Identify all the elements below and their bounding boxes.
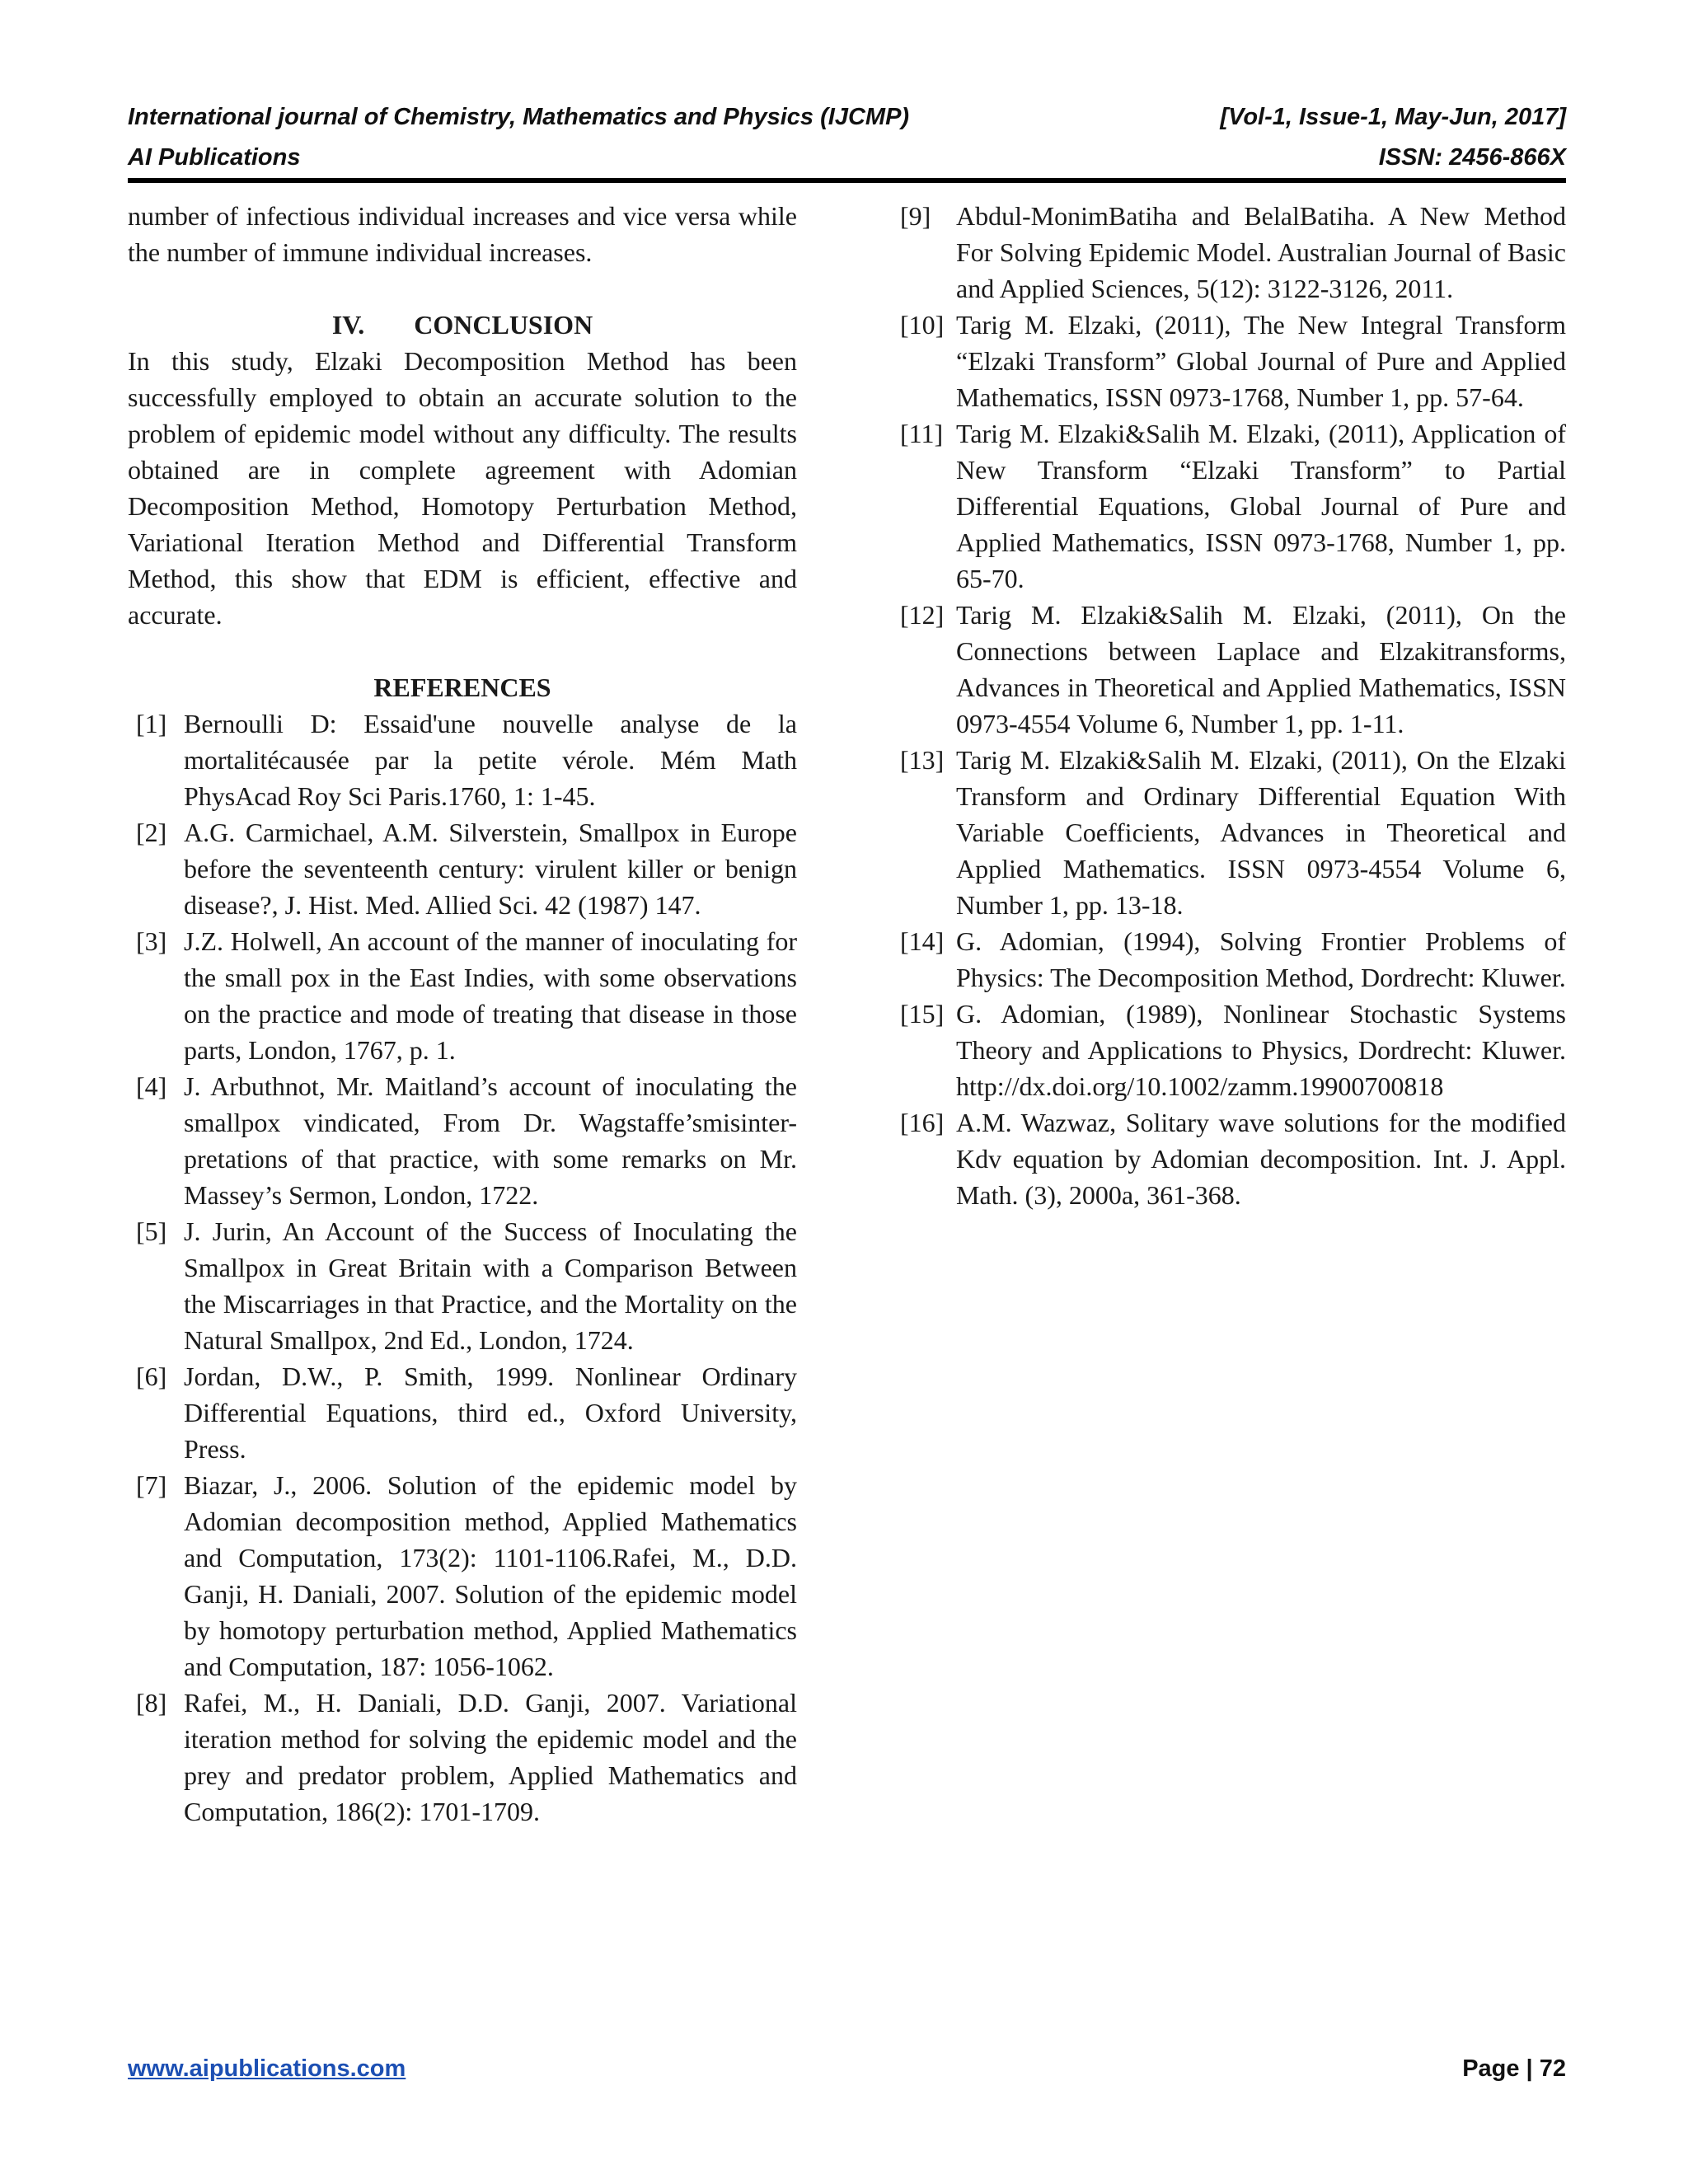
reference-label: [9] [900,201,931,231]
reference-item [900,923,1566,996]
page-number: Page | 72 [1462,2055,1566,2082]
reference-label: [14] [900,926,945,956]
volume-info: [Vol-1, Issue-1, May-Jun, 2017] [1220,104,1566,130]
reference-label: [8] [136,1688,167,1718]
reference-label: [1] [136,709,167,738]
section-number: IV. [331,310,365,340]
reference-item [900,198,1566,307]
references-heading: REFERENCES [373,673,551,702]
conclusion-heading [128,307,797,343]
reference-text: Tarig M. Elzaki&Salih M. Elzaki, (2011), Application of New Transform “Elzaki Transform” to Partial Differential Equations, Global Journal of Pure and Applied Mathematics, ISSN 0973-1768, Number 1, pp. 65-70. [956,419,1566,593]
reference-item [128,1068,797,1213]
reference-item [900,742,1566,923]
reference-label: [13] [900,745,945,775]
reference-item [128,1358,797,1467]
reference-item [900,597,1566,742]
reference-item [128,1467,797,1685]
reference-text: Bernoulli D: Essaid'une nouvelle analyse de la mortalitécausée par la petite vérole. Mém Math PhysAcad Roy Sci Paris.1760, 1: 1-45. [184,709,797,811]
reference-text: J. Arbuthnot, Mr. Maitland’s account of inoculating the smallpox vindicated, From Dr. Wagstaffe’smisinter-pretations of that practice, with some remarks on Mr. Massey’s Sermon, London, 1722. [184,1071,797,1210]
reference-item [900,1104,1566,1213]
reference-item [128,814,797,923]
journal-title: International journal of Chemistry, Mathematics and Physics (IJCMP) [128,104,910,130]
reference-label: [5] [136,1216,167,1246]
reference-label: [15] [900,999,945,1029]
reference-label: [2] [136,818,167,847]
reference-text: Jordan, D.W., P. Smith, 1999. Nonlinear Ordinary Differential Equations, third ed., Oxford University, Press. [184,1361,797,1464]
publisher-name: AI Publications [128,144,301,171]
reference-text: Biazar, J., 2006. Solution of the epidemic model by Adomian decomposition method, Applied Mathematics and Computation, 173(2): 1101-1106.Rafei, M., D.D. Ganji, H. Daniali, 2007. Solution of the epidemic model by homotopy perturbation method, Applied Mathematics and Computation, 187: 1056-1062. [184,1470,797,1681]
left-column [128,198,797,1830]
reference-text: Abdul-MonimBatiha and BelalBatiha. A New Method For Solving Epidemic Model. Australian Journal of Basic and Applied Sciences, 5(12): 3122-3126, 2011. [956,201,1566,303]
reference-item [900,996,1566,1104]
reference-text: J.Z. Holwell, An account of the manner of inoculating for the small pox in the East Indies, with some observations on the practice and mode of treating that disease in those parts, London, 1767, p. 1. [184,926,797,1065]
reference-item [900,307,1566,415]
reference-text: Tarig M. Elzaki&Salih M. Elzaki, (2011), On the Connections between Laplace and Elzakitransforms, Advances in Theoretical and Applied Mathematics, ISSN 0973-4554 Volume 6, Number 1, pp. 1-11. [956,600,1566,738]
section-title: CONCLUSION [414,310,593,340]
issn: ISSN: 2456-866X [1378,144,1566,171]
reference-item [128,1213,797,1358]
references-list-right [900,198,1566,1213]
reference-label: [12] [900,600,945,630]
reference-text: G. Adomian, (1989), Nonlinear Stochastic Systems Theory and Applications to Physics, Dordrecht: Kluwer. http://dx.doi.org/10.1002/zamm.19900700818 [956,999,1566,1101]
reference-text: A.M. Wazwaz, Solitary wave solutions for the modified Kdv equation by Adomian decomposition. Int. J. Appl. Math. (3), 2000a, 361-368. [956,1108,1566,1210]
reference-item [128,923,797,1068]
reference-text: Tarig M. Elzaki&Salih M. Elzaki, (2011), On the Elzaki Transform and Ordinary Differential Equation With Variable Coefficients, Advances in Theoretical and Applied Mathematics. ISSN 0973-4554 Volume 6, Number 1, pp. 13-18. [956,745,1566,920]
header-rule [128,178,1566,183]
reference-label: [4] [136,1071,167,1101]
reference-item [128,1685,797,1830]
right-column [900,198,1566,1213]
conclusion-paragraph: In this study, Elzaki Decomposition Method has been successfully employed to obtain an accurate solution to the problem of epidemic model without any difficulty. The results obtained are in complete agreement with Adomian Decomposition Method, Homotopy Perturbation Method, Variational Iteration Method and Differential Transform Method, this show that EDM is efficient, effective and accurate. [128,346,797,630]
reference-text: Tarig M. Elzaki, (2011), The New Integral Transform “Elzaki Transform” Global Journal of Pure and Applied Mathematics, ISSN 0973-1768, Number 1, pp. 57-64. [956,310,1566,412]
reference-label: [11] [900,419,944,448]
intro-paragraph: number of infectious individual increases and vice versa while the number of immune individual increases. [128,201,797,267]
reference-item [900,415,1566,597]
reference-text: Rafei, M., H. Daniali, D.D. Ganji, 2007. Variational iteration method for solving the epidemic model and the prey and predator problem, Applied Mathematics and Computation, 186(2): 1701-1709. [184,1688,797,1826]
reference-label: [16] [900,1108,945,1137]
reference-label: [10] [900,310,945,340]
reference-label: [3] [136,926,167,956]
reference-label: [6] [136,1361,167,1391]
page-footer [128,2055,1566,2083]
reference-label: [7] [136,1470,167,1500]
reference-text: A.G. Carmichael, A.M. Silverstein, Smallpox in Europe before the seventeenth century: virulent killer or benign disease?, J. Hist. Med. Allied Sci. 42 (1987) 147. [184,818,797,920]
reference-item [128,705,797,814]
website-link[interactable]: www.aipublications.com [128,2055,406,2082]
references-list-left [128,705,797,1830]
reference-text: J. Jurin, An Account of the Success of Inoculating the Smallpox in Great Britain with a Comparison Between the Miscarriages in that Practice, and the Mortality on the Natural Smallpox, 2nd Ed., London, 1724. [184,1216,797,1355]
reference-text: G. Adomian, (1994), Solving Frontier Problems of Physics: The Decomposition Method, Dordrecht: Kluwer. [956,926,1566,992]
page-header [128,97,1566,178]
